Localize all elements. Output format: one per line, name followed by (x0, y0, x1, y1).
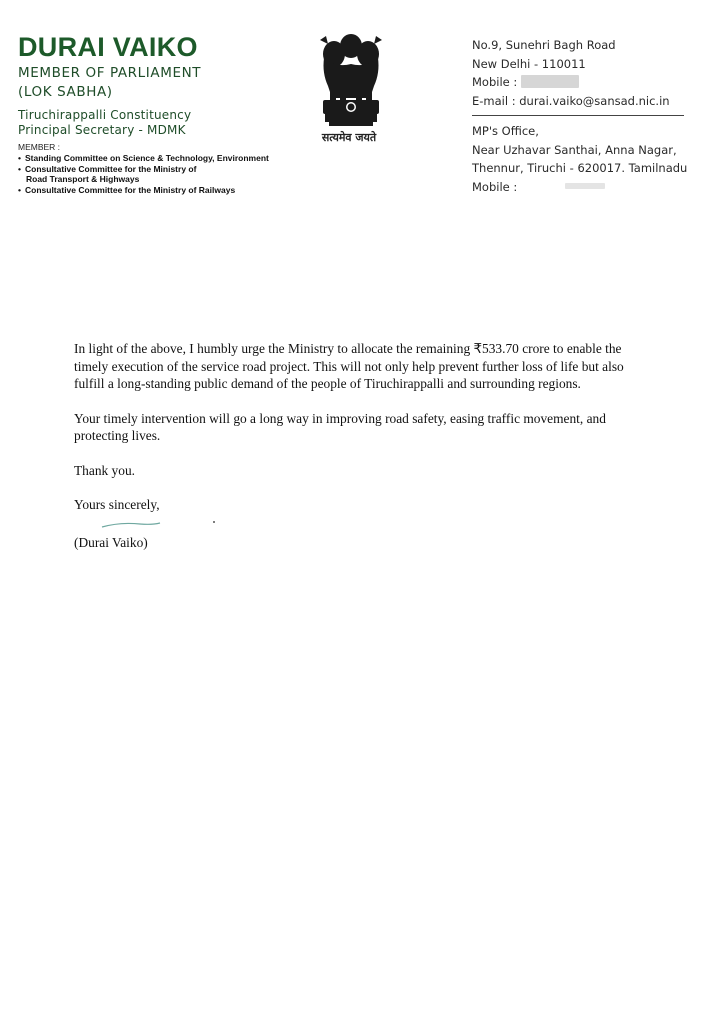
signature-mark (100, 518, 220, 532)
thanks-line: Thank you. (74, 462, 135, 478)
mp-title: MEMBER OF PARLIAMENT (18, 65, 202, 81)
office-address-line: Thennur, Tiruchi - 620017. Tamilnadu (472, 161, 688, 175)
letterhead-right (472, 36, 687, 196)
office-address-line: MP's Office, (472, 124, 539, 138)
member-heading: MEMBER : (18, 142, 61, 152)
email-row: E-mail : durai.vaiko@sansad.nic.in (472, 93, 670, 108)
committee-item: • Consultative Committee for the Ministry of Railways (18, 184, 236, 195)
office-address-line: Near Uzhavar Santhai, Anna Nagar, (472, 142, 677, 157)
mp-name: DURAI VAIKO (18, 32, 198, 62)
address-divider (472, 115, 684, 116)
closing-line: Yours sincerely, (74, 497, 160, 512)
committee-item: • Consultative Committee for the Ministry of (18, 163, 197, 174)
letterhead-left (18, 32, 318, 195)
mobile-row: Mobile : (472, 178, 687, 197)
constituency: Tiruchirappalli Constituency (18, 108, 192, 122)
emblem-motto: सत्यमेव जयते (321, 131, 377, 144)
delhi-address-line: New Delhi - 110011 (472, 56, 586, 71)
redacted-mobile (565, 183, 605, 189)
party-role: Principal Secretary - MDMK (18, 123, 186, 137)
house-name: (LOK SABHA) (18, 84, 113, 100)
body-paragraph: In light of the above, I humbly urge the Ministry to allocate the remaining ₹533.70 crore to enable the timely execution of the service road project. This will not only help prevent further loss of life but also fulfill a long-standing public demand of the people of Tiruchirappalli and surrounding regions. (74, 341, 624, 391)
redacted-mobile (521, 75, 579, 88)
delhi-address-line: No.9, Sunehri Bagh Road (472, 38, 616, 52)
body-paragraph: Your timely intervention will go a long way in improving road safety, easing traffic movement, and protecting lives. (74, 410, 606, 443)
committee-item-continued: Road Transport & Highways (26, 174, 140, 184)
mobile-row: Mobile : (472, 73, 687, 92)
signature-area (74, 508, 634, 534)
committee-item: • Standing Committee on Science & Technology, Environment (18, 153, 269, 163)
signatory-name: (Durai Vaiko) (74, 534, 148, 550)
letter-body (74, 340, 634, 568)
